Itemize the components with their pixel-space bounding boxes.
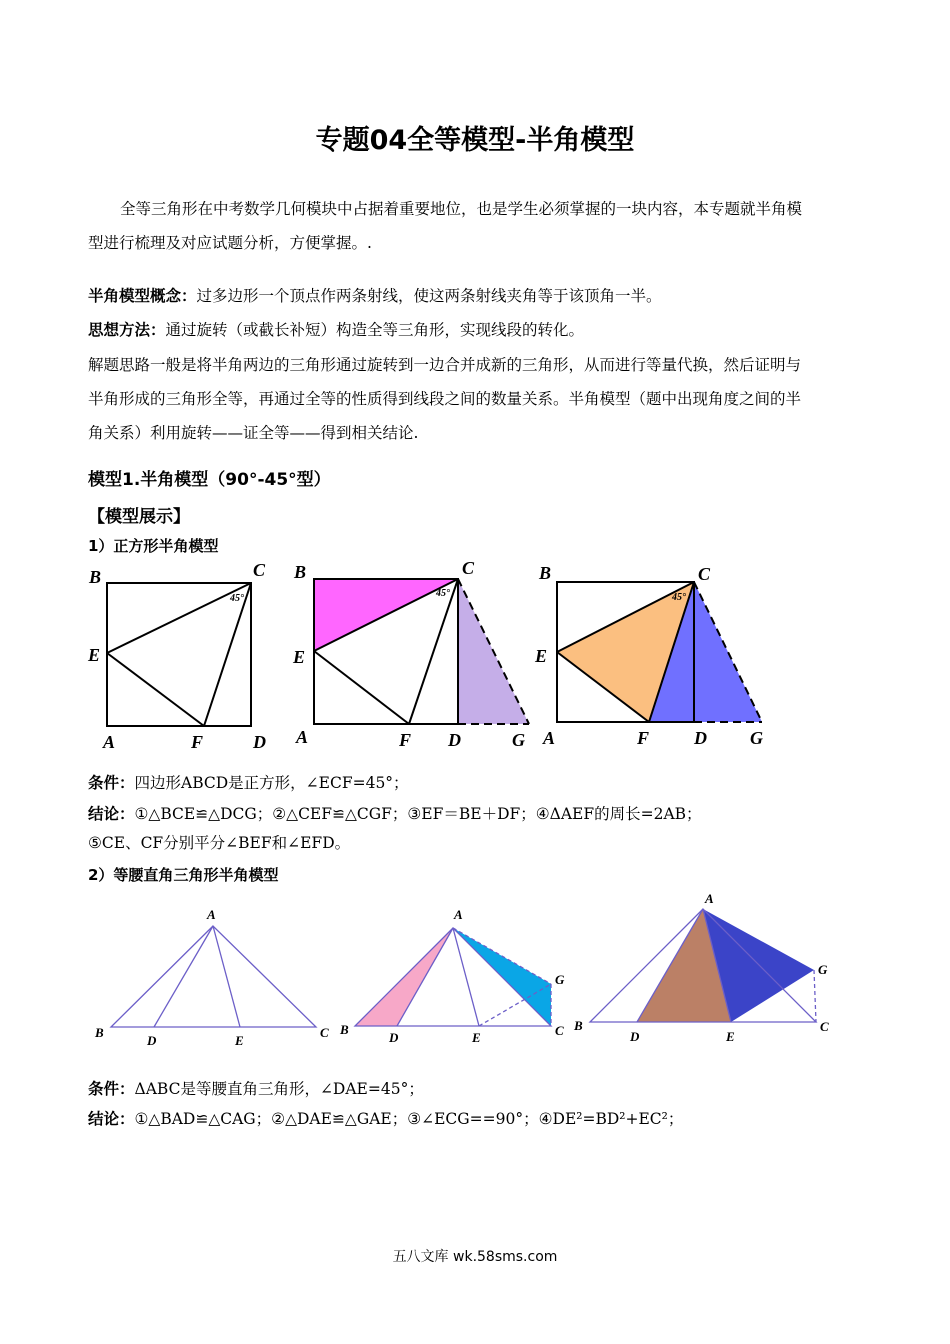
fig2-angle-label: 45° xyxy=(436,588,450,599)
sub1-condition-text: 四边形ABCD是正方形，∠ECF=45°； xyxy=(134,774,409,792)
intro-line-1: 全等三角形在中考数学几何模块中占据着重要地位，也是学生必须掌握的一块内容，本专题就半角模 xyxy=(120,200,803,218)
square-figure-2 xyxy=(314,579,529,724)
method-text: 通过旋转（或截长补短）构造全等三角形，实现线段的转化。 xyxy=(165,321,585,339)
square-figure-1 xyxy=(107,583,251,726)
tri2-label-a: A xyxy=(454,907,463,922)
display-heading: 【模型展示】 xyxy=(88,507,190,527)
idea-line-2: 半角形成的三角形全等，再通过全等的性质得到线段之间的数量关系。半角模型（题中出现角度之间的半 xyxy=(88,390,802,408)
method-label: 思想方法： xyxy=(88,320,166,339)
idea-paragraph xyxy=(88,348,863,450)
tri1-label-c: C xyxy=(320,1025,329,1040)
sub1-conclusion-text: ①△BCE≌△DCG；②△CEF≌△CGF；③EF＝BE＋DF；④ΔAEF的周长=2AB； xyxy=(134,805,702,823)
tri3-label-d: D xyxy=(630,1029,640,1044)
fig3-label-e: E xyxy=(535,646,548,666)
fig2-label-e: E xyxy=(293,647,306,667)
fig2-label-a: A xyxy=(296,727,309,747)
fig3-label-b: B xyxy=(539,563,552,583)
fig2-label-d: D xyxy=(448,730,461,750)
idea-line-1: 解题思路一般是将半角两边的三角形通过旋转到一边合并成新的三角形，从而进行等量代换，然后证明与 xyxy=(88,356,802,374)
fig1-label-d: D xyxy=(253,732,266,752)
sub2-conclusion-text: ①△BAD≌△CAG；②△DAE≌△GAE；③∠ECG==90°；④DE²=BD²+EC²； xyxy=(134,1110,684,1128)
sub2-condition xyxy=(88,1072,863,1106)
tri1-label-b: B xyxy=(95,1025,104,1040)
sub2-conclusion xyxy=(88,1102,863,1136)
triangle-figure-2 xyxy=(355,928,551,1026)
tri3-label-c: C xyxy=(820,1019,829,1034)
method-line xyxy=(88,313,863,347)
page-title: 专题04全等模型-半角模型 xyxy=(315,125,635,156)
fig1-label-a: A xyxy=(103,732,116,752)
isosceles-model-figures xyxy=(85,888,845,1058)
fig1-label-c: C xyxy=(253,560,266,580)
fig3-label-d: D xyxy=(694,728,707,748)
fig2-label-b: B xyxy=(294,562,307,582)
fig3-label-a: A xyxy=(543,728,556,748)
tri2-label-b: B xyxy=(340,1022,349,1037)
fig3-angle-label: 45° xyxy=(672,592,686,603)
fig2-label-g: G xyxy=(512,730,525,750)
tri1-label-a: A xyxy=(207,907,216,922)
fig1-label-f: F xyxy=(191,732,204,752)
tri1-label-e: E xyxy=(235,1033,244,1048)
sub2-conclusion-label: 结论： xyxy=(88,1109,135,1128)
sub1-conclusion-2: ⑤CE、CF分别平分∠BEF和∠EFD。 xyxy=(88,834,351,852)
concept-line xyxy=(88,279,863,313)
tri2-label-e: E xyxy=(472,1030,481,1045)
sub1-heading: 1）正方形半角模型 xyxy=(88,537,219,555)
tri3-label-a: A xyxy=(705,891,714,906)
fig3-label-c: C xyxy=(698,564,711,584)
fig2-label-c: C xyxy=(462,558,475,578)
tri2-label-d: D xyxy=(389,1030,399,1045)
tri1-label-d: D xyxy=(147,1033,157,1048)
square-figure-3 xyxy=(557,582,762,722)
triangle-figure-1 xyxy=(111,926,316,1027)
tri3-label-b: B xyxy=(574,1018,583,1033)
fig1-angle-label: 45° xyxy=(230,593,244,604)
fig3-label-f: F xyxy=(637,728,650,748)
fig1-label-e: E xyxy=(88,645,101,665)
model1-heading: 模型1.半角模型（90°-45°型） xyxy=(88,470,331,490)
sub1-conclusion-label: 结论： xyxy=(88,804,135,823)
tri3-label-g: G xyxy=(818,962,828,977)
square-model-figures xyxy=(85,556,785,756)
sub1-condition xyxy=(88,766,863,800)
tri3-label-e: E xyxy=(726,1029,735,1044)
concept-text: 过多边形一个顶点作两条射线，使这两条射线夹角等于该顶角一半。 xyxy=(196,287,662,305)
fig2-label-f: F xyxy=(399,730,412,750)
tri2-label-g: G xyxy=(555,972,565,987)
tri2-label-c: C xyxy=(555,1023,564,1038)
sub2-heading: 2）等腰直角三角形半角模型 xyxy=(88,866,279,884)
intro-line-2: 型进行梳理及对应试题分析，方便掌握。. xyxy=(88,234,372,252)
sub1-condition-label: 条件： xyxy=(88,773,135,792)
page-footer: 五八文库 wk.58sms.com xyxy=(392,1249,558,1265)
concept-label: 半角模型概念： xyxy=(88,286,197,305)
sub2-condition-label: 条件： xyxy=(88,1079,135,1098)
triangle-figure-3 xyxy=(590,909,816,1022)
fig3-label-g: G xyxy=(750,728,763,748)
fig1-label-b: B xyxy=(89,567,102,587)
idea-line-3: 角关系）利用旋转——证全等——得到相关结论. xyxy=(88,424,419,442)
intro-paragraph xyxy=(88,192,863,260)
sub2-condition-text: ΔABC是等腰直角三角形，∠DAE=45°； xyxy=(134,1080,424,1098)
